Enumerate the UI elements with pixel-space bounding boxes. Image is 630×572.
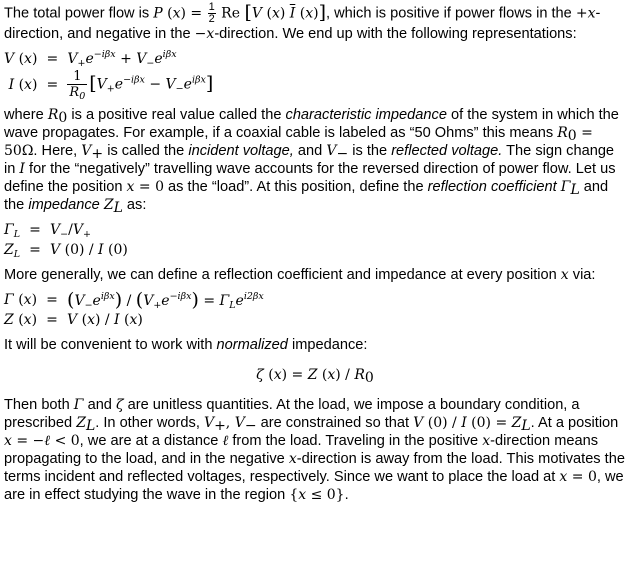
equation-general-definitions: Γ (x) = $(V_-e^{i\beta x}) / (V_+e^{-i\beta x}) = \Gamma_Le^{i2\beta x}$ Z (x) = V (x) / I (x): [4, 288, 264, 328]
equation-load-definitions: $\Gamma_L$ = $V_-/V_+$ $Z_L$ = V (0) / I (0): [4, 222, 128, 260]
equation-normalized-impedance: ζ (x) = Z $(x) / R_0$: [256, 367, 374, 386]
paragraph-general-position: More generally, we can define a reflection coefficient and impedance at every position x via:: [4, 267, 596, 283]
paragraph-characteristic-impedance: where $R_0$ is a positive real value called the characteristic impedance of the system in which the wave propagates. For example, if a coaxial cable is labeled as “50 Ohms” this means $R_0 = 50\Omega$. Here, $V_+$ is called the incident voltage, and $V_-$ is the reflected voltage. The sign change in I for the “negatively” travelling wave accounts for the reversed direction of power flow. Let us define the position x = 0 as the “load”. At this position, define the reflection coefficient $\Gamma_L$ and the impedance $Z_L$ as:: [4, 107, 619, 216]
paragraph-power-flow: The total power flow is P (x) = $\frac{1}{2}$ Re [V (x) $\overline{I}$ (x)], which is positive if power flows in the +x-direction, and negative in the −x-direction. We end up with the following representations:: [4, 1, 601, 42]
paragraph-normalized: It will be convenient to work with normalized impedance:: [4, 337, 368, 353]
paragraph-boundary-condition: Then both Γ and ζ are unitless quantities. At the load, we impose a boundary condition, a prescribed $Z_L$. In other words, $V_+$, $V_-$ are constrained so that V (0) / I $(0) = Z_L$. At a position x = −ℓ < 0, we are at a distance ℓ from the load. Traveling in the positive x-direction means propagating to the load, and in the negative x-direction is away from the load. This motivates the terms incident and reflected voltages, respectively. Since we want to place the load at x = 0, we are in effect studying the wave in the region {x ≤ 0}.: [4, 397, 625, 503]
equation-representations: V (x) = $V_+e^{-i\beta x} + V_-e^{i\beta x}$ I (x) = $\frac{1}{R_0}$ $[V_+e^{-i\beta x} - V_-e^{i\beta x}]$: [4, 49, 214, 102]
